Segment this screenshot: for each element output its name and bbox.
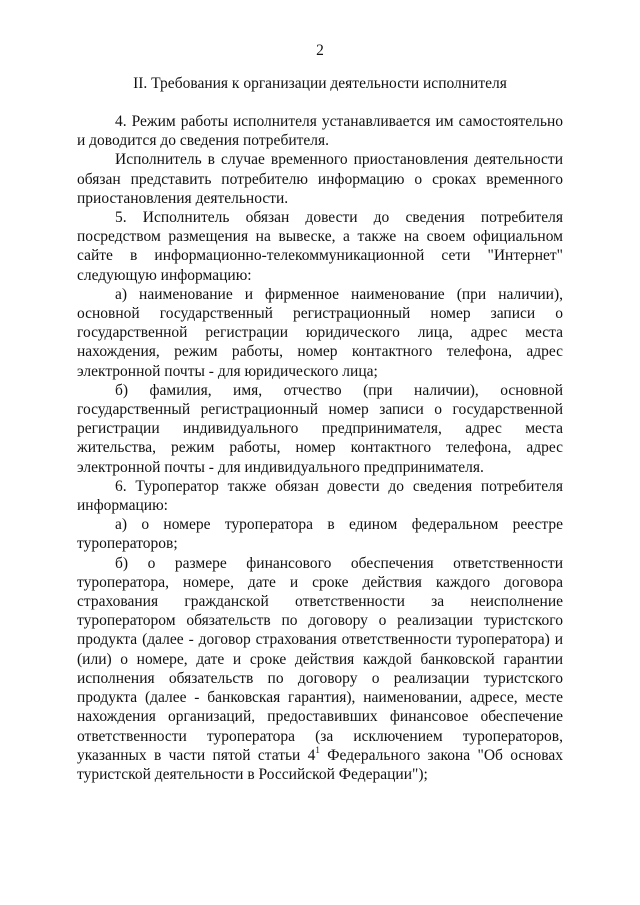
paragraph-suspension: Исполнитель в случае временного приостановления деятельности обязан представить потребителю информацию о сроках временного приостановления деятельности. [77,151,563,207]
paragraph-6b-financial-security [77,554,563,784]
page-number: 2 [316,42,324,59]
paragraph-5b-individual-entrepreneur: б) фамилия, имя, отчество (при наличии), основной государственный регистрационный номер записи о государственной регистрации индивидуального предпринимателя, адрес места жительства, режим работы, номер контактного телефона, адрес электронной почты - для индивидуального предпринимателя. [77,381,563,476]
section-title: II. Требования к организации деятельности исполнителя [133,75,507,92]
paragraph-6b-text: б) о размере финансового обеспечения ответственности туроператора, номере, дате и сроке действия каждого договора страхования гражданской ответственности за неисполнение туроператором обязательств по договору о реализации туристского продукта (далее - договор страхования ответственности туроператора) и (или) о номере, дате и сроке действия каждой банковской гарантии исполнения обязательств по договору о реализации туристского продукта (далее - банковская гарантия), наименовании, адресе, месте нахождения организаций, предоставивших финансовое обеспечение ответственности туроператора (за исключением туроператоров, указанных в части пятой статьи 4 [77,554,563,764]
superscript-article-number: 1 [315,744,320,755]
paragraph-5-information-duty: 5. Исполнитель обязан довести до сведения потребителя посредством размещения на вывеске, а также на своем официальном сайте в информационно-телекоммуникационной сети "Интернет" следующую информацию: [77,209,563,284]
paragraph-4-work-schedule: 4. Режим работы исполнителя устанавливается им самостоятельно и доводится до сведения потребителя. [77,113,563,150]
paragraph-5a-legal-entity: а) наименование и фирменное наименование (при наличии), основной государственный регистрационный номер записи о государственной регистрации юридического лица, адрес места нахождения, режим работы, номер контактного телефона, адрес электронной почты - для юридического лица; [77,285,563,380]
paragraph-6b-text-end: Федерального закона "Об основах туристской деятельности в Российской Федерации"); [77,746,564,783]
paragraph-6a-registry-number: а) о номере туроператора в едином федеральном реестре туроператоров; [77,516,563,553]
document-body [77,112,563,784]
paragraph-6-tour-operator: 6. Туроператор также обязан довести до сведения потребителя информацию: [77,477,563,515]
